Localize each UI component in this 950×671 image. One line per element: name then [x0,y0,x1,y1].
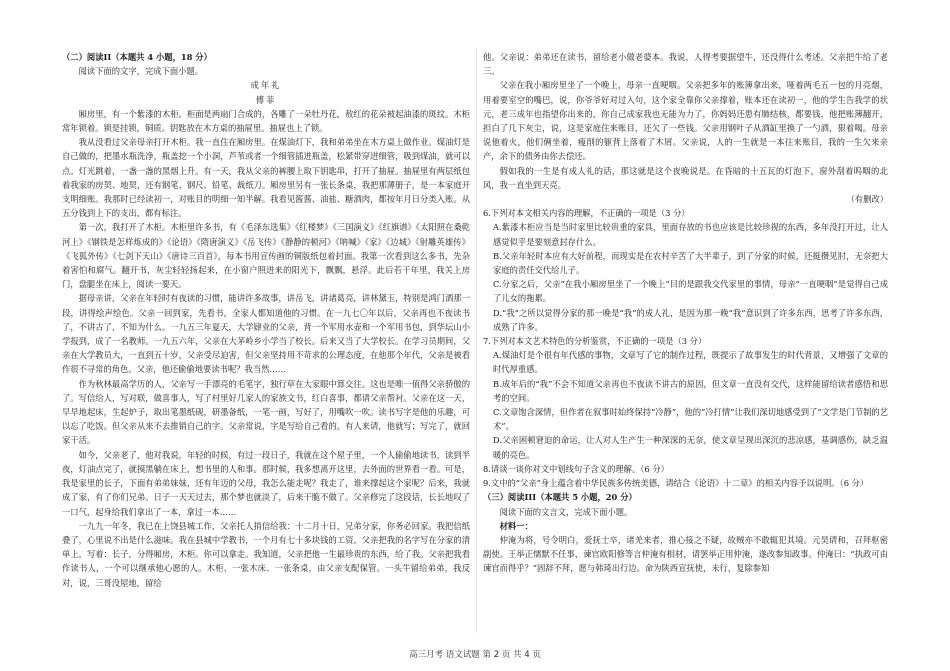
question-6-option-c: C.分家之后，父亲“在我小厢房里坐了一个晚上”目的是跟我交代家里的事情，母亲“一直哽咽”是觉得自己成了儿女的拖累。 [493,279,888,304]
article-paragraph: 如今，父亲老了，他对我说，年轻的时候，有过一段日子，我就在这个屋子里，一个人偷偷地读书，读到半夜，灯油点完了，就摸黑躺在床上，想书里的人和事。那时候，我多想离开这里，去外面的世界看一看。可是，我是家里的长子，下面有弟弟妹妹，还有年迈的父母，我怎么能走呢？我走了，谁来撑起这个家呢？后来，我就成了家，有了你们兄弟。日子一天天过去，那个梦也就淡了，后来干脆不做了。父亲修完了这段话，长长地叹了一口气，起身给我们拿出了一本，拿过一本…… [62,449,470,517]
article-paragraph: 第一次，我打开了木柜。木柜里许多书，有《毛泽东选集》《红楼梦》《三国演义》《红旗谱》《太阳照在桑乾河上》《钢铁是怎样炼成的》《论语》《隋唐演义》《岳飞传》《静静的顿河》《呐喊》《家》《边城》《射雕英雄传》《飞狐外传》《七剑下天山》《唐诗三百首》，每本书用宣传画的铜版纸包着封面。我第一次看到这么多书，先杂着害怕和腐气。翻开书，灰尘轻轻扬起来，在小窗户照进来的阳光下，飘飘，悬浮。此后若干年里，我关上房门，盘腿坐在床上，阅读一要天。 [62,222,470,290]
left-column [62,50,470,590]
source-note: （有删改） [846,194,888,205]
article-title: 成年礼 [250,80,282,91]
article-paragraph: 据母亲讲，父亲在年轻时有夜读的习惯，能讲许多故事，讲岳飞，讲诸葛亮，讲林黛玉，特别是鸿门酒那一段，讲得绘声绘色。父亲一回到家，先看书，全家人都知道他的习惯。在一九七〇年以后，父亲再也不夜读书了，不讲古了，不知为什么。一九五三年夏天，大学肄业的父亲，背一个军用水壶和一个军用书包，到华坛山小学报到，成了一名教师。一九五六年，父亲在大茅岭乡小学当了校长。后来又当了大学校长。在学习员期间，父亲在大学教员大，一直到五十岁，父亲受尽迫害，但父亲坚持用不苛求的公理态度，在他那个年代，父亲是被看作很不寻常的角色。父亲，他还偷偷地要读书呢？我当然…… [62,293,470,375]
article-author: 傅菲 [255,94,277,105]
section-header: （二）阅读II（本题共 4 小题，18 分） [62,52,212,62]
question-7-option-a: A.煤油灯是个很有年代感的事物，文章写了它的制作过程，既提示了故事发生的时代背景，又增强了文章的时代厚重感。 [493,350,888,375]
article-paragraph: 父亲在我小厢房里坐了一个晚上，母亲一直哽咽。父亲把多年的账簿拿出来，哑着两毛五一包的月亮烟，用着要室空的嘴巴，说，你爷爷好对过入句，这个家全靠你父亲撑着，账本还在读初一，他的学生告我学的状元，老三成年也指望你出来的，你自己成家我也无能为力了，你妈妈还患有肺结核，都要钱，他把账簿翻开，担白了几下灰尘，说，这是家庭住来账目，还欠了一些钱。父亲用钢叶子从酒缸里换了一勺酒，狠着喝。母亲说他着火，他们俩坐着，瘦削的躯背上落着了木屑。父亲说，人的一生就是一本往来账目，我的一生欠来亲产，余下的债务由你去偿还。 [483,80,888,162]
section-3-header: （三）阅读III（本题共 5 小题，20 分） [483,492,637,503]
article-paragraph: 厢房里，有一个紫漆的木柜。柜面是两扇门合成的，各雕了一朵牡丹花，敖红的花朵被起油漆的斑纹。木柜常年锁着。锁是挂锁，铜质。钥匙放在木方桌的抽屉里。抽屉也上了锁。 [62,108,470,134]
question-8: 8.请谈一谈你对文中划线句子含义的理解。（6 分） [483,463,669,474]
article-paragraph: 我从没看过父亲母亲打开木柜。我一直住在厢房里。在煤油灯下，我和弟弟坐在木方桌上做作业。煤油灯是自己做的，把墨水瓶洗净，瓶盖挖一个小洞，芦苇或者一个细管插进瓶盖，松紧带穿进细管，吸到煤油，就可以点。灯光跳着，一盏一盏的黑烟上升。有一天，我从父亲的裤腰上取下钥匙串，打开了抽屉。抽屉里有两层纸包着我家的房契、地契，还有钢笔、钢尺、铅笔、裁纸刀。厢房里另有一张长条桌，我把那薄册子，是一本家庭开支明细账。我那时已经读初一，对账目的明细一知半解。我看见酱酱、油盐、糖酒肉，都按年月日分类入账。从五分钱到上下的支出，都有标注。 [62,137,470,219]
article-paragraph: 假如我的一生是有成人礼的话，那这就是这个夜晚说是。在昏暗的十五瓦的灯泡下，窗外刮着呜咽的北风，我一直坐到天亮。 [483,165,888,190]
question-6-option-d: D.“我”之所以觉得分家的那一晚是“我”的成人礼，是因为那一晚“我”意识到了许多东西，思考了许多东西，成熟了许多。 [493,307,888,332]
page-footer: 高三月考 语文试题 第 2 页 共 4 页 [409,650,541,660]
question-6-option-a: A.紫漆木柜应当是当时家里比较贵重的家具，里面存放的书也应该是比较珍视的东西，多年没打开过，让人感觉似乎是要刻意封存什么。 [493,222,888,247]
question-9: 9.文中的“父亲”身上蕴含着中华民族多传统美德，请结合《论语》十二章》的相关内容予以说明。（6 分） [483,478,869,489]
material-paragraph: 仲淹为将，号令明白，爱抚士卒，诸羌来者，推心接之不疑，故贼亦不敢辄犯其境。元昊请和，召拜枢密副使。王举正懦默不任事，谏官欧阳修等言仲淹有相材，请罢举正用仲淹，遂改参知政事。仲淹曰：“执政可由谏官而得乎？”固辞不拜，愿与韩琦出行边。命为陕西宣抚使，未行，复除参知 [483,534,888,574]
question-6-option-b: B.父亲年轻时本应有大好前程，而现实是在农村辛苦了大半辈子，到了分家的时候，还挺攒见肘，无奈把大家庭的责任交代给儿子。 [493,250,888,276]
section-3-instruction: 阅读下面的文言文，完成下面小题。 [499,506,633,517]
article-paragraph: 一九九一年冬，我已在上饶县城工作，父亲托人捎信给我：十二月十日，兄弟分家，你务必回家。我把信纸叠了，心里说不出是什么滋味。我在县城中学教书，一个月有七十多块钱的工资。父亲把我的名字写在分家的清单上，写着：长子，分得厢房，木柜。你可以拿走。我知道，父亲把他一生最珍贵的东西，给了我。父亲把我看作读书人，一个可以继承他心愿的人。木柜、一张木床、一张条桌，由父亲支配保管。一头牛留给弟弟，我反对，说，三哥没屋地，留给 [62,520,470,588]
question-7-option-c: C.文章饱含深情，但作者在叙事时始终保持“冷静”，他的“冷打情”让我们深切地感受到了“文学是门节制的艺术”。 [493,407,888,432]
instruction-text: 阅读下面的文字，完成下面小题。 [78,66,204,77]
article-paragraph: 他。父亲说：弟弟还在读书，留给老小做老婆本。我说，人得考要据望牛，还没得什么考述。父亲把牛给了老三。 [483,52,888,77]
question-7-stem: 7.下列对本文艺术特色的分析鉴赏，不正确的一项是（3 分） [483,336,707,347]
material-label: 材料一： [499,520,533,531]
question-7-option-b: B.成年后的“我”不会不知道父亲再也不夜读不讲古的原因，但文章一直没有交代，这样能留给读者感悟和思考的空间。 [493,378,888,403]
question-7-option-d: D.父亲困顿窘迫的命运，让人对人生产生一种深深的无奈，使文章呈现出深沉的悲凉感，基调感伤，缺乏温暖的亮色。 [493,435,888,460]
column-divider [476,48,477,633]
question-6-stem: 6.下列对本文相关内容的理解，不正确的一项是（3 分） [483,208,690,219]
article-paragraph: 作为秋林最高学历的人，父亲写一手漂亮的毛笔字，独行草在大家眼中算交往。这也是唯一值得父亲骄傲的了。写信给人，写对联，做喜事人，写了村里好几家人的家族文书，红白喜事，都请父亲帮衬。父亲在这一天，早早地起床，生起炉子，取出笔墨纸砚，研墨备纸，一笔一画，写好了，用嘴吹一吹。读书写字是他的乐趣，可以忘了吃饭。但父亲从来不去推销自己的字。父亲常说，字是写给自己看的。有人来请，他就写；写完了，就回家干活。 [62,378,470,446]
right-column [483,50,888,576]
